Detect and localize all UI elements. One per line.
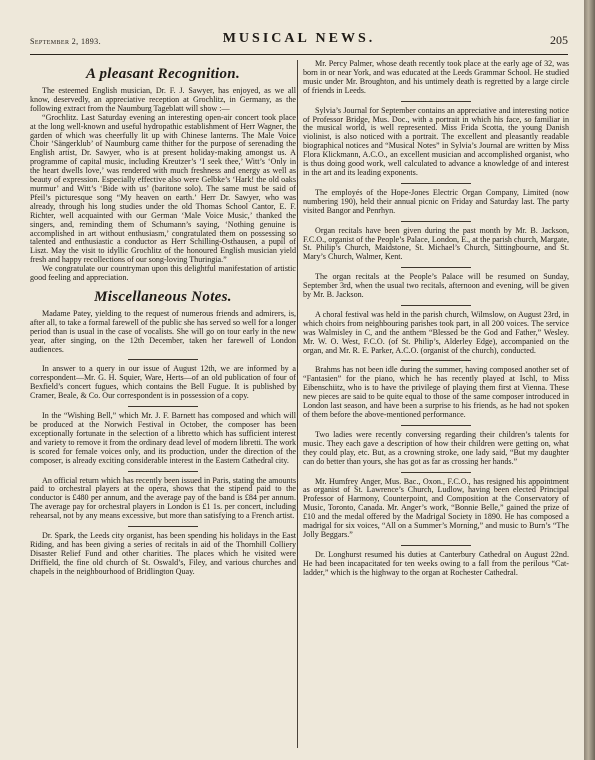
paragraph: In the “Wishing Bell,” which Mr. J. F. Barnett has composed and which will be produced at the Norwich Festival in October, the composer has been exceptionally fortunate in the selection of a libretto which has sufficient interest and variety to remove it from the ordinary dead level of modern libretti. The work is scored for female voices only, and its production, under the direction of the composer, is already exciting considerable interest in the Eastern Cathedral city.	[30, 411, 296, 465]
paragraph: Mr. Humfrey Anger, Mus. Bac., Oxon., F.C.O., has resigned his appointment as organist of St. Lawrence’s Church, Ludlow, having been elected Principal Professor of Harmony, Counterpoint, and Composition at the Conservatory of Music, Toronto, Canada. Mr. Anger’s work, “Bonnie Belle,” gained the prize of £10 and the medal offered by the Madrigal Society in 1890. He has composed a madrigal for six voices, “All on a Summer’s Morning,” and music to Burn’s “The Jolly Beggars.”	[303, 476, 569, 539]
section-heading-recognition: A pleasant Recognition.	[85, 66, 240, 82]
paragraph: Dr. Spark, the Leeds city organist, has been spending his holidays in the East Riding, and has been giving a series of recitals in aid of the Thornhill Colliery Disaster Relief Fund and other charities. The places which he visited were Driffield, the fine old church of St. Oswald’s, Filey, and various churches and chapels in the neighbourhood of Bridlington Quay.	[30, 531, 296, 576]
paragraph: Two ladies were recently conversing regarding their children’s talents for music. They each gave a description of how their children were getting on, what they could play, etc. But, as a crowning stroke, one lady said, “But my daughter can do better than yours, she has got as far as crossing her hands.”	[303, 429, 569, 466]
left-column	[30, 60, 296, 755]
header-rule	[30, 54, 568, 55]
paragraph: Mr. Percy Palmer, whose death recently took place at the early age of 32, was born in or near York, and was educated at the Leeds Grammar School. He studied music under Mr. Broughton, and his untimely death is regretted by a large circle of friends in Leeds.	[303, 60, 569, 95]
paragraph: A choral festival was held in the parish church, Wilmslow, on August 23rd, in which choirs from neighbouring parishes took part, in all 200 voices. The service was Walmisley in C, and the anthem “Blessed be the God and Father,” Wesley. Mr. W. O. West, F.C.O. (of St. Philip’s, Alderley Edge), accompanied on the organ, and Mr. R. E. Parker, A.C.O. (organist of the church), conducted.	[303, 309, 569, 355]
separator-rule	[401, 305, 471, 306]
separator-rule	[128, 359, 198, 360]
paragraph: Dr. Longhurst resumed his duties at Canterbury Cathedral on August 22nd. He had been incapacitated for ten weeks owing to a fall from the perilous “Cat-ladder,” which is the highway to the organ at Rochester Cathedral.	[303, 549, 569, 577]
page-header	[30, 0, 568, 52]
separator-rule	[401, 425, 471, 426]
page-number: 205	[550, 33, 568, 47]
separator-rule	[128, 526, 198, 527]
paragraph: In answer to a query in our issue of August 12th, we are informed by a correspondent—Mr. G. H. Squier, Ware, Herts—of an old publication of four of Bexfield’s concert fugues, which contains the Bell Fugue. It is published by Cramer, Beale, & Co. Our correspondent is in possession of a copy.	[30, 364, 296, 401]
column-divider	[297, 60, 298, 748]
paragraph: The esteemed English musician, Dr. F. J. Sawyer, has enjoyed, as we all know, deservedly, an appreciative reception at Grochlitz, in Germany, as the following extract from the Naumburg Tageblatt will show :—	[30, 86, 296, 113]
section-heading-miscellaneous: Miscellaneous Notes.	[94, 288, 232, 305]
separator-rule	[401, 101, 471, 102]
paragraph: The employés of the Hope-Jones Electric Organ Company, Limited (now numbering 190), held their annual picnic on Friday and Saturday last. The party visited Bangor and Penrhyn.	[303, 187, 569, 215]
separator-rule	[128, 471, 198, 472]
paragraph: “Grochlitz. Last Saturday evening an interesting open-air concert took place at the long well-known and useful hydropathic establishment of Herr Wagner, the garden of which was cheerfully lit up with Chinese lanterns. The Male Voice Choir ‘Sängerklub’ of Naumburg came thither for the purpose of serenading the English artist, Dr. Sawyer, who is at present holiday-making amongst us. A programme of capital music, including Kreutzer’s ‘I seek thee,’ Witt’s ‘Only in the heart dwells love,’ was rendered with much freshness and energy as well as beauty of expression. Especially effective also were Gelbke’s ‘Hark! the old oaks murmur’ and Witt’s ‘Bide with us’ (baritone solo). The same must be said of Pfeil’s picturesque song “My heaven on earth.’ Herr Dr. Sawyer, who was already, through his long studies under the old Thomas School Cantor, E. F. Richter, well acquainted with our German ‘Male Voice Music,’ thanked the singers, and, reminding them of Schumann’s saying, ‘Nothing genuine is accomplished in art without enthusiasm,’ congratulated them on possessing so talented and enthusiastic a conductor as Herr Schilling-Osthausen, a pupil of Liszt. May the visit to idyllic Grochlitz of the honoured English musician yield fresh and happy recollections of our song-loving Thuringia.”	[30, 112, 296, 265]
paragraph: An official return which has recently been issued in Paris, stating the amounts paid to orchestral players at the opera, shows that the stipend paid to the conductor is £480 per annum, and the average pay of the band is £84 per annum. The average pay for orchestral players in London is £1 1s. per concert, including rehearsal, not by any means excessive, but more than satisfying to a French artist.	[30, 475, 296, 521]
separator-rule	[401, 472, 471, 473]
separator-rule	[401, 545, 471, 546]
paragraph: Madame Patey, yielding to the request of numerous friends and admirers, is, after all, to take a formal farewell of the public she has served so well for a longer period than is usual in the case of vocalists. She will go on tour early in the new year, after singing, on the 12th December, taken her farewell of London audiences.	[30, 308, 296, 354]
separator-rule	[401, 221, 471, 222]
journal-title: MUSICAL NEWS.	[222, 31, 376, 46]
issue-date: September 2, 1893.	[30, 37, 101, 46]
separator-rule	[401, 183, 471, 184]
paragraph: Brahms has not been idle during the summer, having composed another set of “Fantasien” for the piano, which he has recently played at Ischl, to Miss Eibenschiitz, who is to have the privilege of playing them first at Vienna. These new pieces are said to be quite equal to those of the same composer introduced in London last season, and have been a surprise to his friends, as he had not spoken of them before the above-mentioned performance.	[303, 365, 569, 419]
separator-rule	[128, 406, 198, 407]
paragraph: We congratulate our countryman upon this delightful manifestation of artistic good feeling and appreciation.	[30, 264, 296, 283]
paragraph: The organ recitals at the People’s Palace will be resumed on Sunday, September 3rd, when the usual two recitals, afternoon and evening, will be given by Mr. B. Jackson.	[303, 272, 569, 300]
paragraph: Sylvia’s Journal for September contains an appreciative and interesting notice of Professor Bridge, Mus. Doc., with a portrait in which his face, so familiar in the musical world, is well represented. Miss Frida Scotta, the young Danish violinist, is also noticed with a portrait. The excellent and pleasantly readable biographical notices and “Musical Notes” in Sylvia’s Journal are written by Miss Flora Klickmann, A.C.O., an excellent musician and accomplished organist, who is thus doing good work, well calculated to advance a knowledge of and interest in the art and its leading exponents.	[303, 105, 569, 177]
right-column	[303, 60, 569, 755]
separator-rule	[401, 360, 471, 361]
separator-rule	[401, 267, 471, 268]
paragraph: Organ recitals have been given during the past month by Mr. B. Jackson, F.C.O., organist of the People’s Palace, London, E., at the parish church, Margate, St. Philip’s Church, Maidstone, St. Michael’s Church, Sittingbourne, and St. Mary’s Church, Walmer, Kent.	[303, 225, 569, 262]
book-spine	[584, 0, 595, 760]
